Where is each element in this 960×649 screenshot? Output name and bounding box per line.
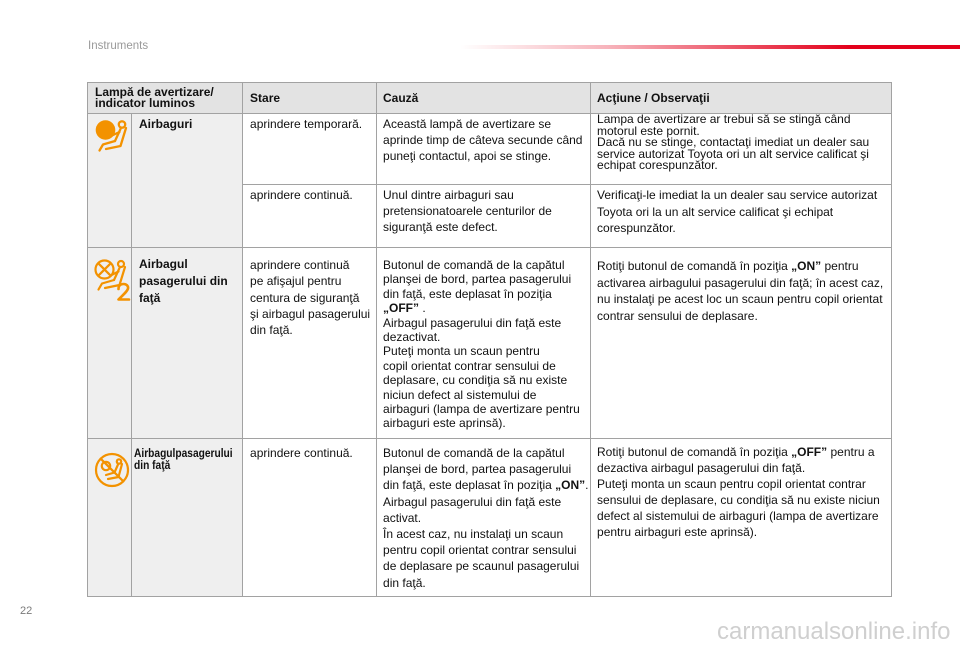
cause-cell: Această lampă de avertizare se aprinde timp de câteva secunde când puneţi contactul, apoi se stinge. [377, 114, 591, 185]
action-text-before: Rotiţi butonul de comandă în poziţia [597, 259, 792, 273]
action-text-after: pentru a dezactiva airbagul pasagerului din faţă. Puteţi monta un scaun pentru copil orientat contrar sensului de deplasare, cu condiţia să nu existe niciun defect al sistemului de airbaguri (lampa de avertizare pentru airbaguri este aprinsă). [597, 445, 880, 539]
crossed-airbag-icon [94, 452, 130, 488]
action-text-before: Rotiţi butonul de comandă în poziţia [597, 445, 792, 459]
page-number: 22 [20, 605, 33, 617]
watermark: carmanualsonline.info [717, 618, 951, 645]
cause-cell [377, 439, 591, 597]
lamp-name-cell [132, 439, 243, 597]
switch-position-label: „OFF” [383, 301, 420, 316]
state-cell: aprindere continuă. [243, 439, 377, 597]
lamp-name: Airbagulpasagerului din faţă [134, 446, 233, 472]
cause-text-after: . Airbagul pasagerului din faţă este dezactivat. Puteţi monta un scaun pentru copil orientat contrar sensului de deplasare, cu condiţia să nu existe niciun defect al sistemului de airbaguri (lampa de avertizare pentru airbaguri este aprinsă). [383, 301, 580, 431]
state-cell: aprindere continuă. [243, 185, 377, 248]
table-header [88, 83, 892, 114]
action-text-after: pentru activarea airbagului pasagerului din faţă; în acest caz, nu instalaţi pe acest loc un scaun pentru copil orientat contrar sensului de deplasare. [597, 259, 884, 323]
state-cell: aprindere continuă pe afişajul pentru centura de siguranţă şi airbagul pasagerului din faţă. [243, 248, 377, 439]
cause-cell [377, 248, 591, 439]
action-cell: Verificaţi-le imediat la un dealer sau service autorizat Toyota ori la un alt service calificat şi echipat corespunzător. [591, 185, 892, 248]
column-header-state: Stare [243, 83, 377, 114]
lamp-name: Airbagul pasagerului din faţă [132, 248, 243, 439]
warning-lamps-table [87, 82, 892, 597]
passenger-airbag-off-icon [92, 255, 132, 303]
section-title: Instruments [88, 40, 149, 52]
cause-text-before: Butonul de comandă de la capătul planşei de bord, partea pasagerului din faţă, este deplasat în poziţia [383, 258, 572, 301]
action-text [597, 445, 890, 540]
lamp-icon-cell [88, 439, 132, 597]
switch-position-label: „ON” [555, 478, 586, 493]
table-row [88, 439, 892, 597]
action-cell: Lampa de avertizare ar trebui să se stingă când motorul este pornit. Dacă nu se stinge, contactaţi imediat un dealer sau service autorizat Toyota ori un alt service calificat şi echipat corespunzător. [591, 114, 892, 185]
column-header-action: Acţiune / Observaţii [591, 83, 892, 114]
lamp-name: Airbaguri [132, 114, 243, 248]
cause-text-before: Butonul de comandă de la capătul planşei de bord, partea pasagerului din faţă, este deplasat în poziţia [383, 446, 572, 493]
lamp-icon-cell [88, 248, 132, 439]
cause-text [383, 445, 589, 591]
action-cell [591, 439, 892, 597]
header-row [88, 83, 892, 114]
cause-text [383, 258, 589, 431]
column-header-lamp: Lampă de avertizare/ indicator luminos [88, 83, 243, 114]
lamp-icon-cell [88, 114, 132, 248]
table-row [88, 114, 892, 185]
action-text [597, 258, 890, 324]
switch-position-label: „ON” [791, 259, 822, 273]
table-row [88, 248, 892, 439]
column-header-cause: Cauză [377, 83, 591, 114]
cause-text-after: . Airbagul pasagerului din faţă este activat. În acest caz, nu instalaţi un scaun pentru copil orientat contrar sensului de deplasare pe scaunul pasagerului din faţă. [383, 478, 589, 590]
action-cell [591, 248, 892, 439]
state-cell: aprindere temporară. [243, 114, 377, 185]
header-accent-line [460, 45, 960, 49]
table-body [88, 114, 892, 597]
airbag-warning-icon [92, 115, 130, 153]
switch-position-label: „OFF” [791, 445, 828, 459]
cause-cell: Unul dintre airbaguri sau pretensionatoarele centurilor de siguranţă este defect. [377, 185, 591, 248]
